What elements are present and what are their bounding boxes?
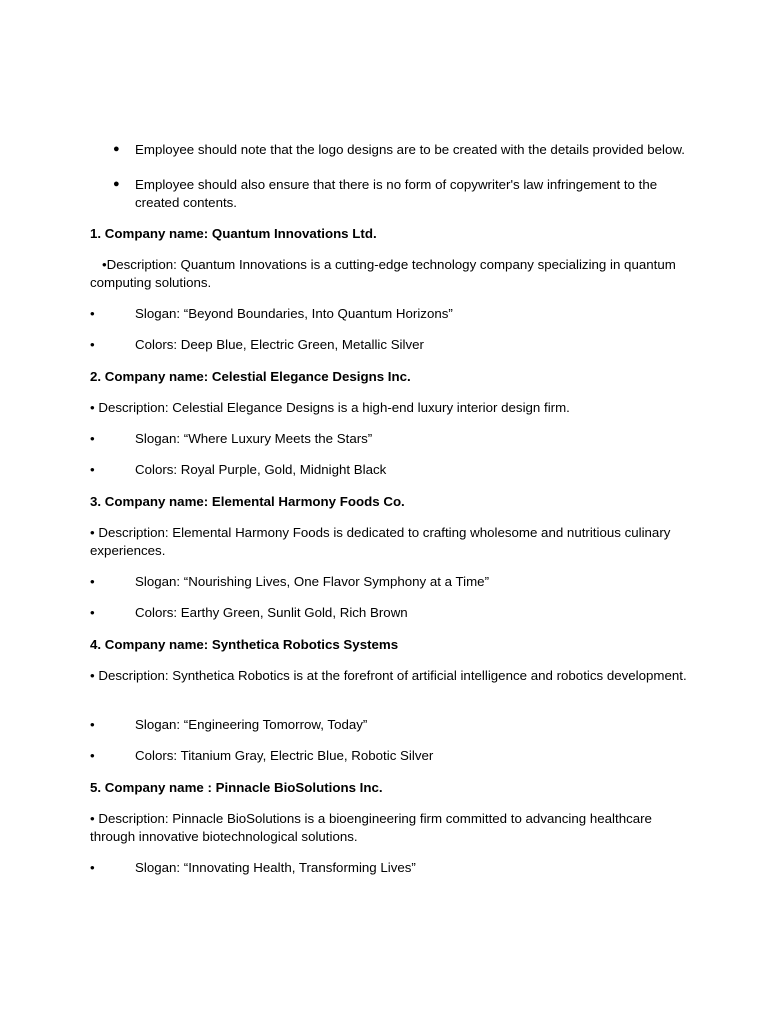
company-description: • Description: Celestial Elegance Designs is a high-end luxury interior design firm.: [90, 400, 570, 415]
company-heading: 5. Company name : Pinnacle BioSolutions Inc.: [90, 780, 383, 795]
bullet-marker: •: [90, 748, 95, 763]
company-colors: Colors: Royal Purple, Gold, Midnight Black: [135, 462, 387, 477]
company-heading: 2. Company name: Celestial Elegance Designs Inc.: [90, 369, 411, 384]
bullet-marker: •: [90, 717, 95, 732]
intro-bullet-marker: ●: [113, 143, 120, 155]
company-colors: Colors: Titanium Gray, Electric Blue, Robotic Silver: [135, 748, 434, 763]
bullet-marker: •: [90, 431, 95, 446]
company-colors: Colors: Deep Blue, Electric Green, Metallic Silver: [135, 337, 424, 352]
company-slogan: Slogan: “Innovating Health, Transforming Lives”: [135, 860, 416, 875]
intro-bullet-text: Employee should note that the logo designs are to be created with the details provided below.: [135, 142, 685, 157]
intro-bullet-marker: ●: [113, 178, 120, 190]
company-description: • Description: Synthetica Robotics is at the forefront of artificial intelligence and robotics development.: [90, 668, 687, 683]
bullet-marker: •: [90, 337, 95, 352]
company-slogan: Slogan: “Engineering Tomorrow, Today”: [135, 717, 368, 732]
company-slogan: Slogan: “Where Luxury Meets the Stars”: [135, 431, 373, 446]
bullet-marker: •: [90, 605, 95, 620]
intro-bullet-text: Employee should also ensure that there is no form of copywriter's law infringement to the created contents.: [135, 177, 658, 210]
company-description: • Description: Pinnacle BioSolutions is a bioengineering firm committed to advancing healthcare through innovative biotechnological solutions.: [90, 811, 652, 844]
company-heading: 1. Company name: Quantum Innovations Ltd.: [90, 226, 377, 241]
company-slogan: Slogan: “Nourishing Lives, One Flavor Symphony at a Time”: [135, 574, 490, 589]
company-heading: 4. Company name: Synthetica Robotics Systems: [90, 637, 399, 652]
bullet-marker: •: [90, 306, 95, 321]
company-slogan: Slogan: “Beyond Boundaries, Into Quantum Horizons”: [135, 306, 453, 321]
company-heading: 3. Company name: Elemental Harmony Foods Co.: [90, 494, 405, 509]
bullet-marker: •: [90, 462, 95, 477]
company-description: • Description: Elemental Harmony Foods is dedicated to crafting wholesome and nutritious culinary experiences.: [90, 525, 671, 558]
bullet-marker: •: [90, 860, 95, 875]
company-description: •Description: Quantum Innovations is a cutting-edge technology company specializing in quantum computing solutions.: [90, 257, 676, 290]
bullet-marker: •: [90, 574, 95, 589]
company-colors: Colors: Earthy Green, Sunlit Gold, Rich Brown: [135, 605, 408, 620]
